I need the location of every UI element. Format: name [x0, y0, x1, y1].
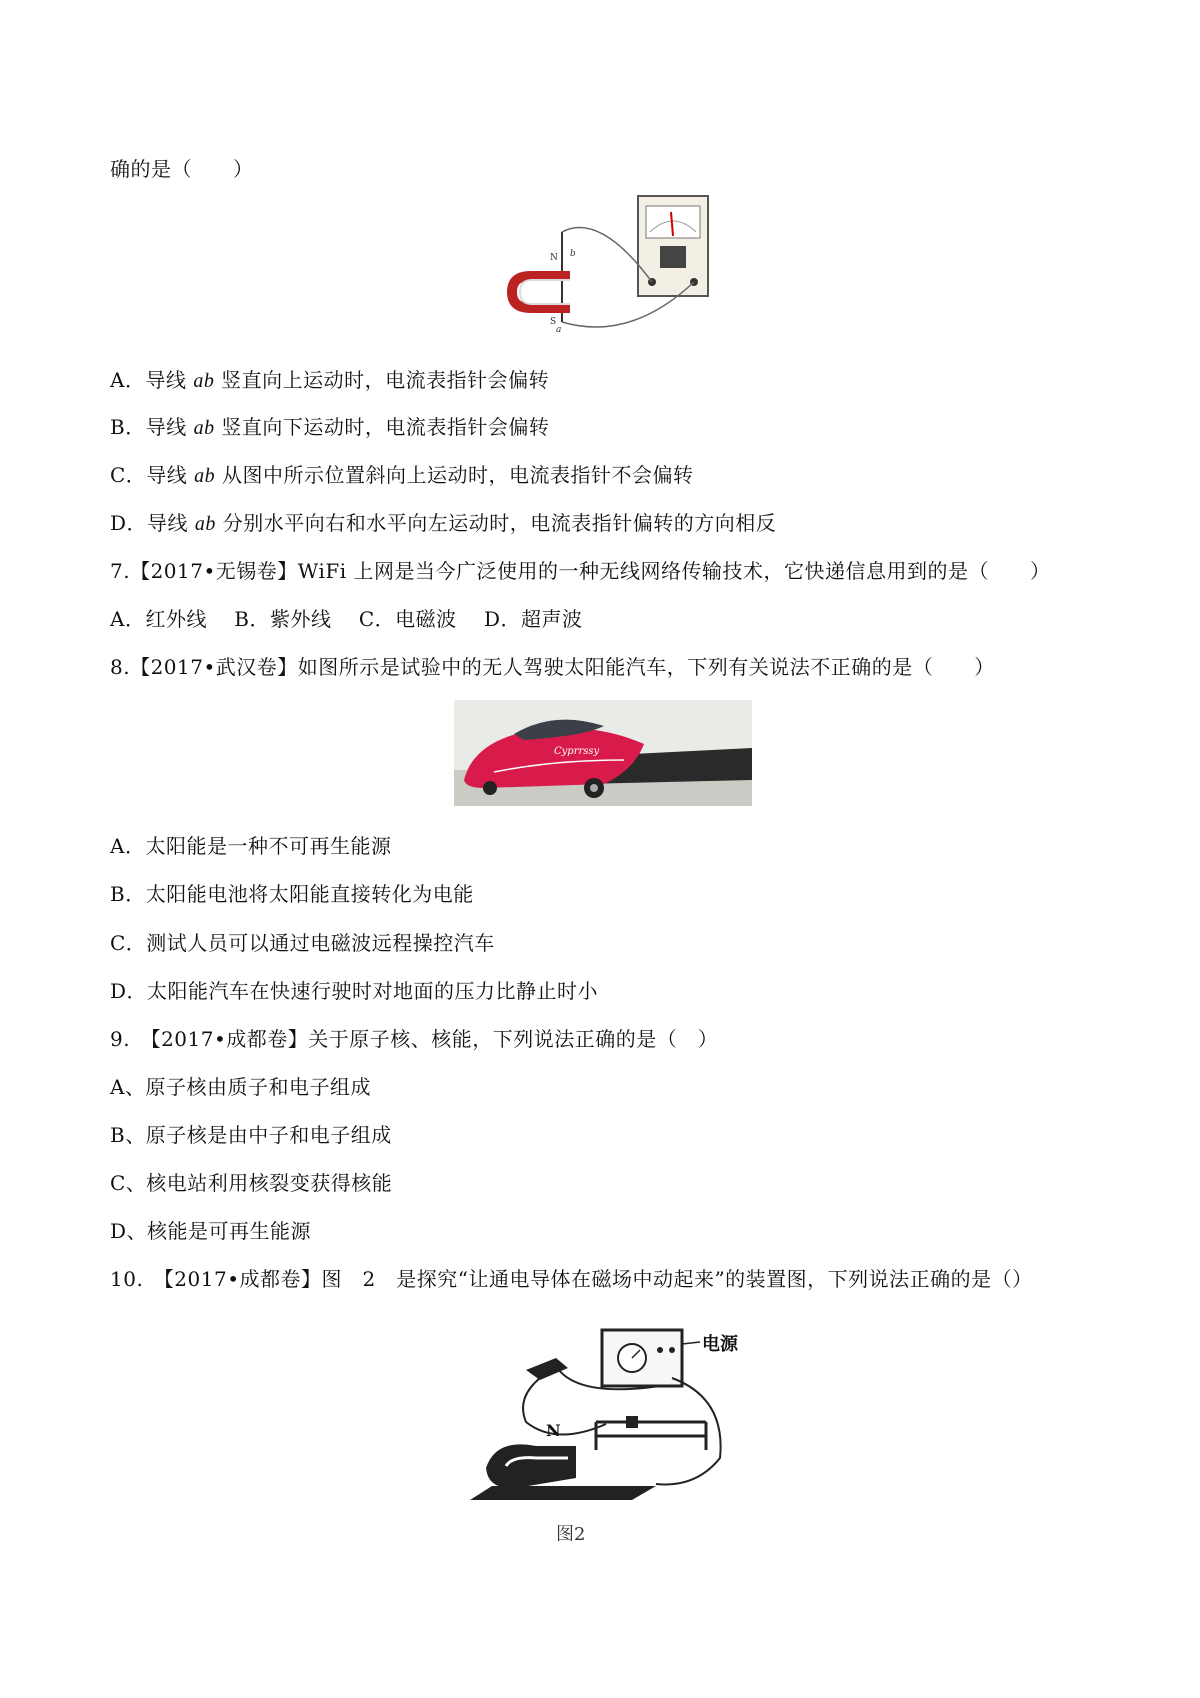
figure-caption: 图2	[556, 1524, 586, 1545]
q9-stem: 9. 【2017•成都卷】关于原子核、核能，下列说法正确的是（ ）	[110, 1027, 719, 1051]
q8-option-d: D．太阳能汽车在快速行驶时对地面的压力比静止时小	[110, 979, 599, 1003]
label-n: N	[550, 253, 558, 263]
label-b: b	[570, 249, 576, 259]
label-s: S	[550, 317, 557, 327]
q8-option-b: B．太阳能电池将太阳能直接转化为电能	[110, 882, 474, 906]
q9-option-c: C、核电站利用核裂变获得核能	[110, 1171, 393, 1195]
q8-stem: 8.【2017•武汉卷】如图所示是试验中的无人驾驶太阳能汽车，下列有关说法不正确的是（ ）	[110, 655, 995, 679]
q9-option-b: B、原子核是由中子和电子组成	[110, 1123, 392, 1147]
q6-option-b: B．导线 ab 竖直向下运动时，电流表指针会偏转	[110, 415, 550, 439]
figure-solar-car	[454, 700, 752, 806]
figure-motor-apparatus	[456, 1318, 756, 1548]
q6-option-c: C．导线 ab 从图中所示位置斜向上运动时，电流表指针不会偏转	[110, 463, 694, 487]
q6-stem-tail: 确的是（ ）	[110, 157, 254, 181]
q6-option-d: D．导线 ab 分别水平向右和水平向左运动时，电流表指针偏转的方向相反	[110, 511, 777, 535]
q10-stem: 10. 【2017•成都卷】图 2 是探究“让通电导体在磁场中动起来”的装置图，下列说法正确的是（）	[110, 1267, 1033, 1291]
q9-option-d: D、核能是可再生能源	[110, 1219, 312, 1243]
magnet	[486, 1444, 576, 1488]
q6-option-a: A．导线 ab 竖直向上运动时，电流表指针会偏转	[110, 368, 550, 392]
q8-option-c: C．测试人员可以通过电磁波远程操控汽车	[110, 931, 495, 955]
q8-option-a: A．太阳能是一种不可再生能源	[110, 834, 392, 858]
q9-option-a: A、原子核由质子和电子组成	[110, 1075, 371, 1099]
switch	[526, 1358, 568, 1380]
q7-options: A．红外线 B．紫外线 C．电磁波 D．超声波	[110, 607, 583, 631]
q7-stem: 7.【2017•无锡卷】WiFi 上网是当今广泛使用的一种无线网络传输技术，它快递信息用到的是（ ）	[110, 559, 1051, 583]
figure-induction-apparatus	[500, 192, 720, 352]
power-label: 电源	[702, 1334, 738, 1355]
label-a: a	[556, 325, 562, 335]
car-text: Cyprrssy	[554, 746, 600, 757]
label-n: N	[546, 1421, 561, 1440]
